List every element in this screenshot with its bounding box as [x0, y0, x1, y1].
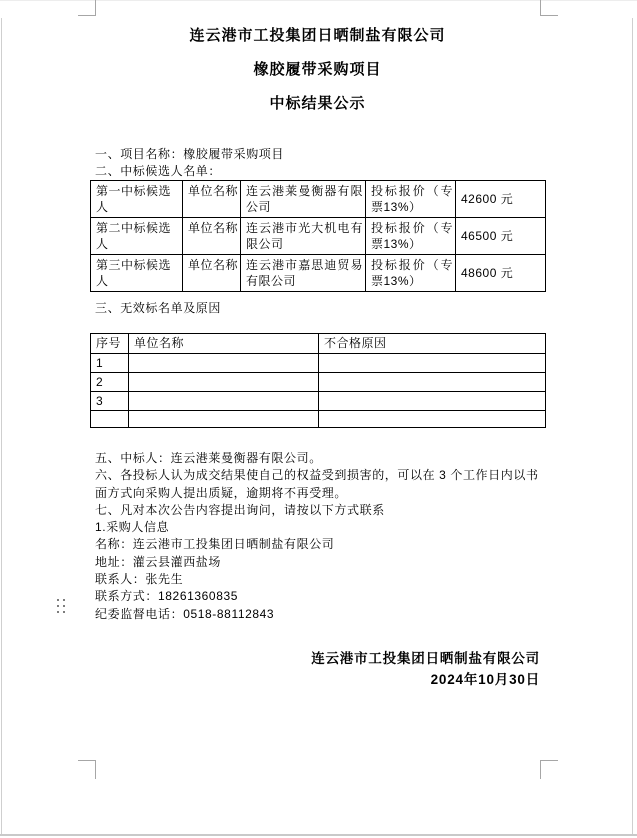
- signature-block: [95, 648, 540, 690]
- candidate-company: 连云港莱曼衡器有限公司: [241, 181, 366, 218]
- candidate-company: 连云港市光大机电有限公司: [241, 218, 366, 255]
- cell-seq: 2: [91, 373, 129, 392]
- table-row: [91, 354, 546, 373]
- candidate-price: 48600 元: [456, 255, 546, 292]
- section-item-6: 六、各投标人认为成交结果使自己的权益受到损害的，可以在 3 个工作日内以书面方式向采购人提出质疑，逾期将不再受理。: [95, 468, 539, 500]
- title-doc-type: 中标结果公示: [269, 95, 366, 112]
- section-item-5: 五、中标人：连云港莱曼衡器有限公司。: [95, 451, 322, 465]
- candidate-company: 连云港市嘉思迪贸易有限公司: [241, 255, 366, 292]
- cell-reason: [319, 411, 546, 428]
- candidates-table: [90, 180, 546, 292]
- crop-mark-top-left: [95, 0, 96, 16]
- unit-label: 单位名称: [183, 181, 241, 218]
- cell-unit: [129, 392, 319, 411]
- table-row: [91, 181, 546, 218]
- section-item-3: 三、无效标名单及原因: [95, 301, 222, 315]
- cell-unit: [129, 354, 319, 373]
- cell-unit: [129, 411, 319, 428]
- title-company: 连云港市工投集团日晒制盐有限公司: [189, 27, 446, 44]
- crop-mark-bottom-right: [540, 760, 558, 761]
- crop-mark-top-right: [540, 0, 541, 16]
- crop-mark-bottom-left: [78, 760, 96, 761]
- section-1-2: [95, 146, 540, 180]
- table-row: [91, 411, 546, 428]
- candidate-price: 42600 元: [456, 181, 546, 218]
- header-unit: 单位名称: [129, 334, 319, 354]
- crop-mark-bottom-left: [95, 760, 96, 779]
- table-row: [91, 255, 546, 292]
- price-label: 投标报价（专票13%）: [366, 181, 456, 218]
- table-row: [91, 218, 546, 255]
- crop-mark-top-left: [78, 15, 96, 16]
- contact-person-line: 联系人：张先生: [95, 572, 184, 587]
- header-seq: 序号: [91, 334, 129, 354]
- cell-seq: [91, 411, 129, 428]
- table-header-row: [91, 334, 546, 354]
- crop-mark-bottom-right: [540, 760, 541, 779]
- header-reason: 不合格原因: [319, 334, 546, 354]
- section-item-2: 二、中标候选人名单：: [95, 164, 222, 178]
- price-label: 投标报价（专票13%）: [366, 255, 456, 292]
- purchaser-info-heading: 1.采购人信息: [95, 520, 170, 535]
- contact-address-line: 地址：灌云县灌西盐场: [95, 554, 222, 569]
- cell-reason: [319, 392, 546, 411]
- table-row: [91, 392, 546, 411]
- drag-handle-dots-icon[interactable]: [57, 599, 65, 614]
- price-label: 投标报价（专票13%）: [366, 218, 456, 255]
- cell-unit: [129, 373, 319, 392]
- document-title-block: [95, 26, 540, 114]
- contact-name-line: 名称：连云港市工投集团日晒制盐有限公司: [95, 537, 335, 552]
- section-item-1: 一、项目名称：橡胶履带采购项目: [95, 147, 285, 161]
- candidate-price: 46500 元: [456, 218, 546, 255]
- cell-reason: [319, 373, 546, 392]
- table-row: [91, 373, 546, 392]
- crop-mark-top-right: [540, 15, 558, 16]
- unit-label: 单位名称: [183, 255, 241, 292]
- signature-company: 连云港市工投集团日晒制盐有限公司: [311, 651, 540, 666]
- cell-seq: 1: [91, 354, 129, 373]
- supervision-phone-line: 纪委监督电话：0518-88112843: [95, 606, 275, 621]
- page-left-edge: [1, 18, 2, 834]
- unit-label: 单位名称: [183, 218, 241, 255]
- candidate-rank: 第一中标候选人: [91, 181, 183, 218]
- page-right-edge: [632, 18, 633, 834]
- page-bottom-edge: [0, 834, 637, 836]
- section-item-7: 七、凡对本次公告内容提出询问，请按以下方式联系: [95, 502, 385, 517]
- candidate-rank: 第二中标候选人: [91, 218, 183, 255]
- signature-date: 2024年10月30日: [430, 672, 540, 687]
- contact-phone-line: 联系方式：18261360835: [95, 589, 239, 604]
- section-5-6-7: [95, 450, 540, 623]
- cell-reason: [319, 354, 546, 373]
- invalid-bids-table: [90, 333, 546, 428]
- candidate-rank: 第三中标候选人: [91, 255, 183, 292]
- cell-seq: 3: [91, 392, 129, 411]
- title-project: 橡胶履带采购项目: [253, 61, 382, 78]
